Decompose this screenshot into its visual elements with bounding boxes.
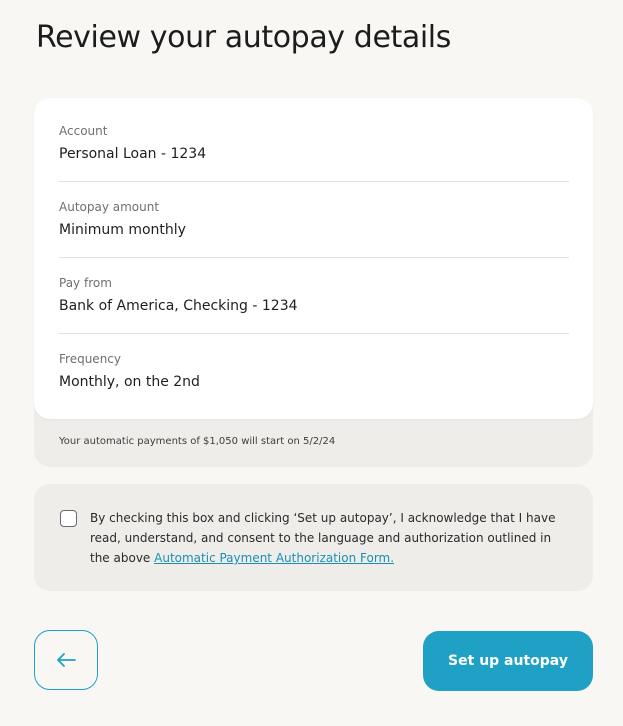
consent-statement: By checking this box and clicking ‘Set up autopay’, I acknowledge that I have read, understand, and consent to the language and authorization outlined in the above [90, 511, 556, 565]
page-title: Review your autopay details [36, 20, 451, 55]
arrow-left-icon [55, 652, 77, 668]
authorization-form-link[interactable]: Automatic Payment Authorization Form. [154, 551, 395, 565]
frequency-label: Frequency [59, 352, 121, 366]
detail-row-frequency [59, 326, 569, 402]
pay-from-value: Bank of America, Checking - 1234 [59, 298, 298, 314]
detail-row-autopay-amount [59, 174, 569, 250]
autopay-amount-label: Autopay amount [59, 200, 160, 214]
consent-box [34, 484, 593, 591]
account-label: Account [59, 124, 108, 138]
pay-from-label: Pay from [59, 276, 112, 290]
consent-text [90, 508, 570, 568]
autopay-summary [34, 98, 593, 467]
set-up-autopay-button[interactable]: Set up autopay [423, 631, 593, 691]
consent-checkbox[interactable] [60, 510, 77, 527]
frequency-value: Monthly, on the 2nd [59, 374, 200, 390]
detail-row-pay-from [59, 250, 569, 326]
payment-start-note: Your automatic payments of $1,050 will start on 5/2/24 [59, 436, 336, 447]
autopay-details-card [34, 98, 593, 419]
back-button[interactable] [34, 630, 98, 690]
autopay-amount-value: Minimum monthly [59, 222, 186, 238]
account-value: Personal Loan - 1234 [59, 146, 207, 162]
detail-row-account [59, 98, 569, 174]
